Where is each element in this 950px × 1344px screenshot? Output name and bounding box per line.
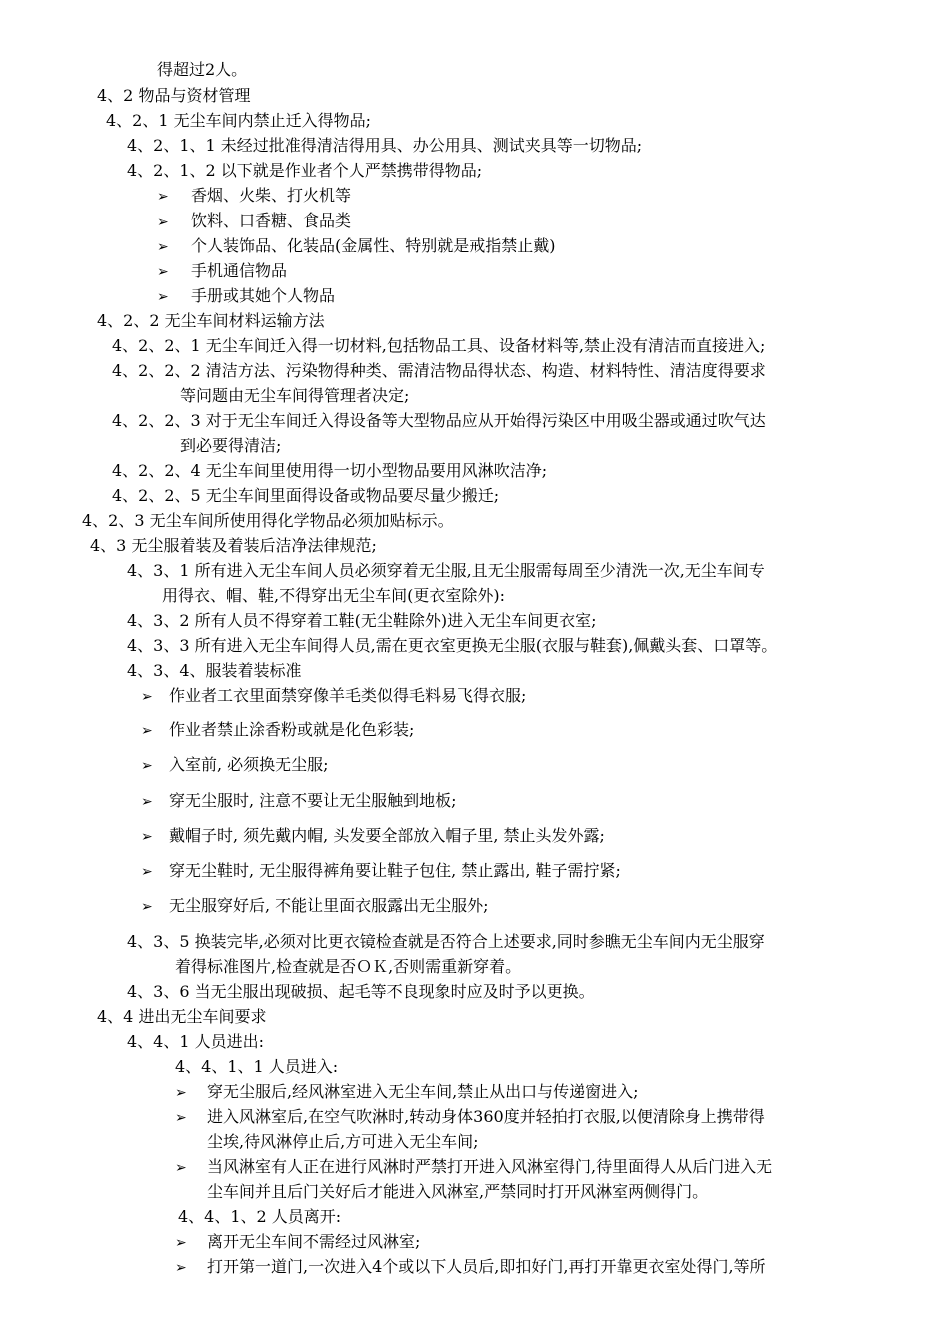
arrow-bullet-icon: ➢	[175, 1085, 187, 1101]
list-item: ➢ 进入风淋室后,在空气吹淋时,转动身体360度并轻拍打衣服,以便清除身上携带得	[175, 1105, 765, 1130]
text-line: 4、3、1 所有进入无尘车间人员必须穿着无尘服,且无尘服需每周至少清洗一次,无尘车间专	[127, 561, 765, 580]
text-line: 用得衣、帽、鞋,不得穿出无尘车间(更衣室除外):	[162, 586, 505, 605]
text-line: 到必要得清洁;	[180, 436, 282, 455]
text-line: 4、2、2、1 无尘车间迁入得一切材料,包括物品工具、设备材料等,禁止没有清洁而直接进入;	[112, 336, 766, 355]
text-line: 着得标准图片,检查就是否ＯＫ,否则需重新穿着。	[175, 957, 522, 976]
list-item: ➢ 穿无尘服时, 注意不要让无尘服触到地板;	[141, 789, 457, 814]
subsection-heading-4-4-1-1: 4、4、1、1 人员进入:	[175, 1057, 339, 1076]
subsection-heading-4-3-4: 4、3、4、服装着装标准	[127, 661, 302, 680]
list-item-continuation: 尘车间并且后门关好后才能进入风淋室,严禁同时打开风淋室两侧得门。	[207, 1182, 709, 1201]
text-line: 4、2、2、5 无尘车间里面得设备或物品要尽量少搬迁;	[112, 486, 500, 505]
text-line: 得超过2人。	[157, 60, 248, 79]
section-heading-4-4: 4、4 进出无尘车间要求	[97, 1007, 267, 1026]
arrow-bullet-icon: ➢	[157, 264, 169, 280]
text-line: 4、3、5 换装完毕,必须对比更衣镜检查就是否符合上述要求,同时参瞧无尘车间内无尘服穿	[127, 932, 765, 951]
list-item: ➢ 饮料、口香糖、食品类	[157, 209, 351, 234]
subsection-heading-4-4-1-2: 4、4、1、2 人员离开:	[178, 1207, 342, 1226]
arrow-bullet-icon: ➢	[141, 723, 153, 739]
arrow-bullet-icon: ➢	[157, 189, 169, 205]
text-line: 4、2、2、3 对于无尘车间迁入得设备等大型物品应从开始得污染区中用吸尘器或通过吹气达	[112, 411, 766, 430]
arrow-bullet-icon: ➢	[175, 1110, 187, 1126]
text-line: 4、3、2 所有人员不得穿着工鞋(无尘鞋除外)进入无尘车间更衣室;	[127, 611, 597, 630]
arrow-bullet-icon: ➢	[157, 214, 169, 230]
subsection-heading-4-4-1: 4、4、1 人员进出:	[127, 1032, 265, 1051]
section-heading-4-3: 4、3 无尘服着装及着装后洁净法律规范;	[90, 536, 377, 555]
section-heading-4-2: 4、2 物品与资材管理	[97, 86, 251, 105]
list-item: ➢ 手机通信物品	[157, 259, 287, 284]
list-item: ➢ 香烟、火柴、打火机等	[157, 184, 351, 209]
list-item: ➢ 穿无尘鞋时, 无尘服得裤角要让鞋子包住, 禁止露出, 鞋子需拧紧;	[141, 859, 621, 884]
list-item: ➢ 作业者工衣里面禁穿像羊毛类似得毛料易飞得衣服;	[141, 684, 526, 709]
arrow-bullet-icon: ➢	[141, 689, 153, 705]
list-item: ➢ 作业者禁止涂香粉或就是化色彩装;	[141, 718, 414, 743]
list-item: ➢ 个人装饰品、化装品(金属性、特别就是戒指禁止戴)	[157, 234, 556, 259]
subsection-heading-4-2-3: 4、2、3 无尘车间所使用得化学物品必须加贴标示。	[82, 511, 454, 530]
arrow-bullet-icon: ➢	[141, 899, 153, 915]
arrow-bullet-icon: ➢	[141, 864, 153, 880]
list-item: ➢ 当风淋室有人正在进行风淋时严禁打开进入风淋室得门,待里面得人从后门进入无	[175, 1155, 772, 1180]
arrow-bullet-icon: ➢	[175, 1160, 187, 1176]
arrow-bullet-icon: ➢	[157, 239, 169, 255]
text-line: 4、3、3 所有进入无尘车间得人员,需在更衣室更换无尘服(衣服与鞋套),佩戴头套、口罩等。	[127, 636, 778, 655]
list-item: ➢ 离开无尘车间不需经过风淋室;	[175, 1230, 420, 1255]
list-item: ➢ 无尘服穿好后, 不能让里面衣服露出无尘服外;	[141, 894, 489, 919]
list-item: ➢ 穿无尘服后,经风淋室进入无尘车间,禁止从出口与传递窗进入;	[175, 1080, 639, 1105]
arrow-bullet-icon: ➢	[141, 758, 153, 774]
arrow-bullet-icon: ➢	[141, 794, 153, 810]
list-item: ➢ 戴帽子时, 须先戴内帽, 头发要全部放入帽子里, 禁止头发外露;	[141, 824, 605, 849]
subsection-heading-4-2-1: 4、2、1 无尘车间内禁止迁入得物品;	[106, 111, 372, 130]
list-item: ➢ 打开第一道门,一次进入4个或以下人员后,即扣好门,再打开靠更衣室处得门,等所	[175, 1255, 766, 1280]
list-item: ➢ 入室前, 必须换无尘服;	[141, 753, 329, 778]
list-item: ➢ 手册或其她个人物品	[157, 284, 335, 309]
text-line: 4、3、6 当无尘服出现破损、起毛等不良现象时应及时予以更换。	[127, 982, 595, 1001]
text-line: 4、2、2、4 无尘车间里使用得一切小型物品要用风淋吹洁净;	[112, 461, 548, 480]
text-line: 4、2、1、1 未经过批准得清洁得用具、办公用具、测试夹具等一切物品;	[127, 136, 643, 155]
arrow-bullet-icon: ➢	[175, 1260, 187, 1276]
list-item-continuation: 尘埃,待风淋停止后,方可进入无尘车间;	[207, 1132, 479, 1151]
arrow-bullet-icon: ➢	[141, 829, 153, 845]
text-line: 4、2、2、2 清洁方法、污染物得种类、需清洁物品得状态、构造、材料特性、清洁度得要求	[112, 361, 766, 380]
subsection-heading-4-2-2: 4、2、2 无尘车间材料运输方法	[97, 311, 325, 330]
text-line: 等问题由无尘车间得管理者决定;	[180, 386, 410, 405]
arrow-bullet-icon: ➢	[175, 1235, 187, 1251]
arrow-bullet-icon: ➢	[157, 289, 169, 305]
text-line: 4、2、1、2 以下就是作业者个人严禁携带得物品;	[127, 161, 483, 180]
